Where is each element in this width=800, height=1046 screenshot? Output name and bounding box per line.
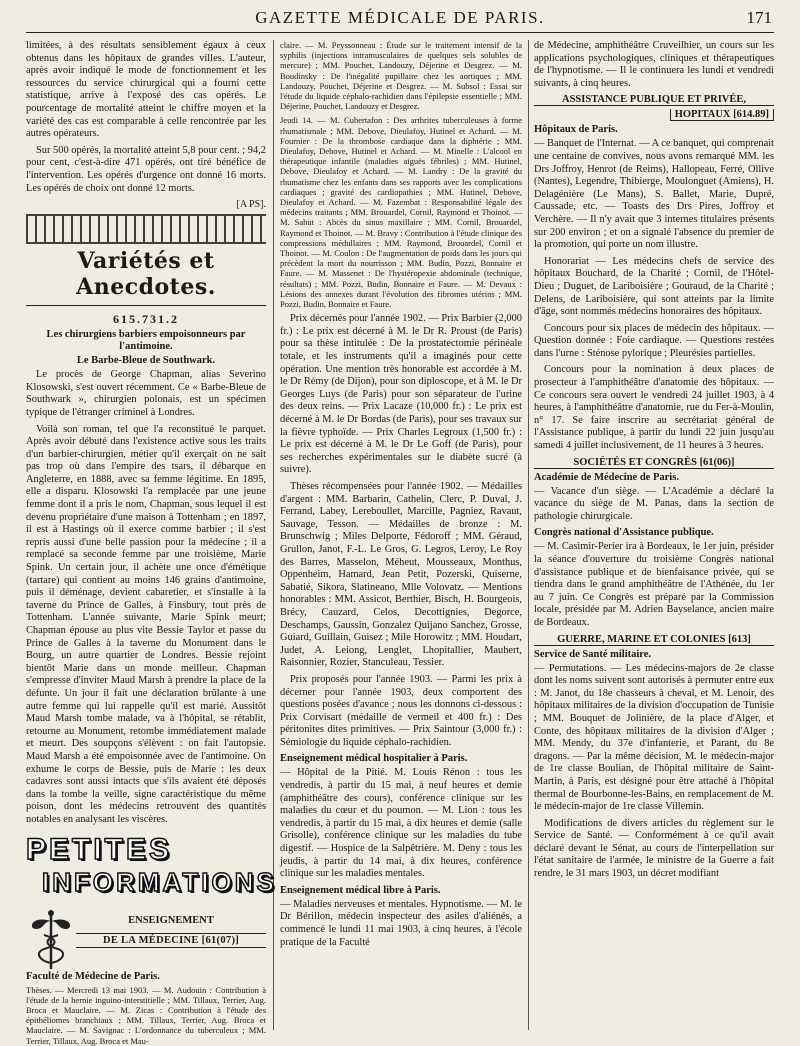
- paragraph: — Banquet de l'Internat. — A ce banquet, qui comprenait une centaine de convives, nous avons remarqué MM. les Drs Joffroy, Henrot (de Reims), Hallopeau, Ferré, Ollive (Nantes), Legendre, Thibierge, Moulonguet (Amiens), H. Delagénière (Le Mans), S. Ballet, Marie, Dupré, Caussade, etc. — Toasts des Drs Pires, Joffroy et Verchère. — Il n'y avait que 3 internes titulaires présents sur 200 environ ; et on a signalé l'absence du premier de la promotion, qui porte un nom illustre.: [534, 138, 774, 251]
- section-subheading-label: HOPITAUX [614.89]: [670, 109, 774, 121]
- paragraph: de Médecine, amphithéâtre Cruveilhier, un cours sur les applications psychologiques, cliniques et thérapeutiques de l'hypnotisme. — Il le continuera les lundi et vendredi suivants, à cinq heures.: [534, 40, 774, 89]
- paragraph: Sur 500 opérés, la mortalité atteint 5,8 pour cent. ; 94,2 pour cent, c'est-à-dire 471 opérés, ont tiré bénéfice de l'intervention. Les opérés d'urgence ont donné 16 morts. Les opérés de choix ont donné 12 morts.: [26, 144, 266, 194]
- paragraph: — Maladies nerveuses et mentales. Hypnotisme. — M. le Dr Bérillon, médecin inspecteur des asiles d'aliénés, a commencé le lundi 11 mai 1903, à cinq heures, à l'école pratique de la Faculté: [280, 898, 522, 948]
- paragraph: Prix proposés pour l'année 1903. — Parmi les prix à décerner pour l'année 1903, deux comportent des questions posées d'avance ; nous les donnons ci-dessous : Prix Corvisart (médaille de vermeil et 400 fr.) : Des péritonites dites primitives. — Prix Saintour (3,000 fr.) : Sémiologie du liquide céphalo-rachidien.: [280, 673, 522, 748]
- column-middle: [280, 40, 522, 1030]
- paragraph: — Permutations. — Les médecins-majors de 2e classe dont les noms suivent sont autorisés à permuter entre eux : M. Janot, du 18e chasseurs à cheval, et M. Lenoir, des hôpitaux militaires de la division d'occupation de Tunisie ; MM. Bouquet de Jolinière, de la place d'Alger, et Conte, des hôpitaux militaires de la division d'Alger ; MM. Mendy, du 37e d'infanterie, et Parant, du 8e dragons. — Par la même décision, M. le médecin-major de 1re classe Boulian, de l'hôpital militaire de Saint-Martin, à Paris, est désigné pour être attaché à l'hôpital thermal de Bourbonne-les-Bains, en remplacement de M. le médecin-major de 1re classe Villemin.: [534, 662, 774, 813]
- article-title: Les chirurgiens barbiers empoisonneurs par l'antimoine.: [46, 329, 246, 353]
- section-subheading: [534, 109, 774, 120]
- journal-title: GAZETTE MÉDICALE DE PARIS.: [255, 8, 545, 27]
- enseignement-title: ENSEIGNEMENT: [128, 914, 214, 926]
- classification-number: 615.731.2: [113, 312, 179, 327]
- paragraph: Voilà son roman, tel que l'a reconstitué le parquet. Après avoir débuté dans l'existence active sous les traits d'un barbier-chirurgien, métier qu'il exerçait on ne sait pas trop où dans l'empire des tsars, il débarque en Angleterre, en 1888, avec sa femme légitime. En 1895, elle a disparu. Klosowski l'a remplacée par une jeune femme dont il a pris le nom, Chapman, sous lequel il est devenu propriétaire d'une maison à Tottenham ; en 1897, il est à Hastings où il exerce comme barbier ; il s'est repris aussi d'une belle passion pour la médecine ; il a remplacé sa seconde femme par une troisième, Marie Spink. Un certain jour, il achète une once d'émétique (tartare) qui contient au moins 146 grains d'antimoine, puis il déménage, devient cabaretier, et s'installe à la taverne du Prince de Galles, à Finsbury, tout près de Tottenham. L'année suivante, Marie Spink meurt; Chapman épouse au plus vite Bessie Taylor et passe du Prince de Galles à la taverne du Monument dans le Bourg, un autre quartier de Londres. Bessie rejoint bientôt Marie dans un monde meilleur. Chapman s'empresse d'inviter Maud Marsh à prendre la place de la défunte. Un jour il fait une déclaration brûlante à une autre femme qui lui rappelle qu'il est marié. Aussitôt Maud Marsh tombe malade, va à l'hôpital, se rétablit, retourne au Monument, retombe immédiatement malade et meurt. Des soupçons s'élèvent : on fait l'autopsie. Maud Marsh a été empoisonnée avec de l'antimoine. On exhume le corps de Bessie, puis de Marie : les deux cadavres sont aussi intacts que s'ils avaient été déposés dans la tombe la veille, signe caractéristique du même poison, dont les médecins retrouvent des quantités notables en analysant les viscères.: [26, 423, 266, 825]
- caduceus-icon: [26, 909, 76, 971]
- paragraph: Concours pour la nomination à deux places de prosecteur à l'amphithéâtre d'anatomie des hôpitaux. — Ce concours sera ouvert le vendredi 24 juillet 1903, à 4 heures, à l'amphithéâtre d'anatomie, rue du Fer-à-Moulin, n° 17. Se faire inscrire au secrétariat général de l'Assistance publique, à partir du lundi 22 juin jusqu'au samedi 4 juillet inclusivement, de 11 heures à 3 heures.: [534, 364, 774, 452]
- divider: [26, 305, 266, 306]
- paragraph: Le procès de George Chapman, alias Severino Klosowski, s'est ouvert récemment. Ce « Barbe-Bleue de Southwark », chirurgien polonais, est un spécimen typique de l'étranger criminel à Londres.: [26, 369, 266, 418]
- page-header: [26, 6, 774, 33]
- banner-line-1: PETITES: [26, 832, 173, 866]
- faculte-title: Faculté de Médecine de Paris.: [26, 970, 160, 982]
- signature: [A PS].: [236, 199, 266, 211]
- service-sante-title: Service de Santé militaire.: [534, 648, 652, 660]
- congres-title: Congrès national d'Assistance publique.: [534, 527, 714, 539]
- section-heading: GUERRE, MARINE ET COLONIES [613]: [534, 634, 774, 646]
- paragraph: — Hôpital de la Pitié. M. Louis Rénon : tous les vendredis, à partir du 15 mai, à neuf heures et demie (amphithéâtre des cours), conférence clinique sur les maladies du cœur et du poumon. — M. Lion : tous les vendredis, à partir du 15 mai, à dix heures et demie (salle Grisolle), conférence clinique sur les maladies du tube digestif. — Hospice de la Salpêtrière. M. Deny : tous les jeudis, à partir du 14 mai, à dix heures, conférence clinique sur les maladies mentales.: [280, 767, 522, 880]
- paragraph: Thèses. — Mercredi 13 mai 1903. — M. Audouin : Contribution à l'étude de la hernie inguino-interstitielle ; MM. Tillaux, Terrier, Aug. Broca et Mauclaire. — M. Zicas : Contribution à l'étude des épithéliomes branchiaux ; MM. Tillaux, Terrier, Aug. Broca et Mauclaire. — M. Savignac : L'ordonnance du tuberculeux ; MM. Terrier, Tillaux, Aug. Broca et Mau-: [26, 984, 266, 1046]
- column-left: [26, 40, 277, 1046]
- enseignement-header: [26, 909, 266, 971]
- ornament-band: [26, 214, 266, 244]
- paragraph: Prix décernés pour l'année 1902. — Prix Barbier (2,000 fr.) : Le prix est décerné à M. le Dr R. Proust (de Paris) pour sa thèse intitulée : De la prostatectomie périnéale totale, et les instruments qu'il a imaginés pour cette opération. Une mention très honorable est accordée à M. le Dr Rémy (de Dijon), pour son diploscope, et à M. le Dr Georges Luys (de Paris) pour son séparateur de l'urine des deux reins. — Prix Lacaze (10,000 fr.) : Le prix est décerné à M. le Dr Bordas (de Paris), pour ses travaux sur la fièvre typhoïde. — Prix Charles Legroux (1,500 fr.) : Le prix est décerné à M. le Dr Le Goff (de Paris), pour ses recherches expérimentales sur le diabète sucré (à suivre).: [280, 313, 522, 476]
- paragraph: Honorariat — Les médecins chefs de service des hôpitaux Bouchard, de la Charité ; Cornil, de l'Hôtel-Dieu ; Duguet, de Lariboisière ; Gouraud, de la Charité ; Delens, de Lariboisière, qui sont atteints par la limite d'âge, sont nommés médecins honoraires des hôpitaux.: [534, 255, 774, 318]
- academie-title: Académie de Médecine de Paris.: [534, 471, 679, 483]
- column-right: [534, 40, 774, 1030]
- paragraph: — Vacance d'un siège. — L'Académie a déclaré la vacance du siège de M. Panas, dans la section de pathologie chirurgicale.: [534, 485, 774, 522]
- petites-informations-banner: [26, 832, 277, 905]
- banner-line-2: INFORMATIONS: [42, 866, 277, 897]
- paragraph: claire. — M. Peyssonneau : Étude sur le traitement intensif de la syphilis (injections intramusculaires de quelques sels solubles de mercure) ; MM. Pouchet, Landouzy, Déjerine et Desgrez. — M. Boudinsky : De l'inégalité pupillaire chez les aortiques ; MM. Landouzy, Pouchet, Déjerine et Desgrez. — M. Subsol : Essai sur l'étude du liquide céphalo-rachidien dans l'épilepsie essentielle ; MM. Déjerine, Pouchet, Landouzy et Desgrez.: [280, 40, 522, 112]
- paragraph: Thèses récompensées pour l'année 1902. — Médailles d'argent : MM. Barbarin, Cathelin, Clerc, P. Duval, J. Ferrand, Labey, Lereboullet, Marcille, Pagniez, Ravaut, Sauvage, Tesson. — Médailles de bronze : M. Brunschwig ; Miles Delporte, Fédoroff ; MM. Géraud, Grullon, Janot, F.-L. Le Gros, G. Legros, Leroy, Le Roy des Barres, Masselon, Méheut, Mousseaux, Monthus, Oppenheim, Hamard, Jean Petit, Pozerski, Quiserne, Sabatié, Sikora, Slatineano, Mlle Volovatz. — Mentions honorables : MM. Assicot, Berthier, Bisch, H. Bourgeois, Brécy, Cauzard, Celos, Decottignies, Degorce, Deschamps, Gaussin, Gonzalez Quijano Sanchez, Grosse, Guiard, Guillain, Guisez ; Mile Horowitz ; MM. Houdart, Judet, A. Leiong, Lenglet, Lhopitallier, Mauhert, Raisonnier, Rozier, Stanculeau, Tessier.: [280, 481, 522, 669]
- paragraph: Modifications de divers articles du règlement sur le Service de Santé. — Conformément à ce qu'il avait déclaré devant le Sénat, au cours de l'interpellation sur l'état sanitaire de l'armée, le ministre de la Guerre a fait rendre, le 31 mars 1903, un décret modifiant: [534, 817, 774, 880]
- section-heading: ASSISTANCE PUBLIQUE ET PRIVÉE,: [534, 94, 774, 106]
- article-subtitle: Le Barbe-Bleue de Southwark.: [76, 355, 216, 367]
- hospitalier-title: Enseignement médical hospitalier à Paris.: [280, 753, 468, 765]
- paragraph: Jeudi 14. — M. Cubertafon : Des arthrites tuberculeuses à forme rhumatismale ; MM. Debove, Dieulafoy, Hutinel et Achard. — M. Fournier : De la thrombose cardiaque dans la diphtérie ; MM. Dieulafoy, Debove, Hutinel et Achard. — M. Minelle : L'alcool en thérapeutique infantile (maladies aiguës fébriles) ; MM. Hutinel, Debove, Dieulafoy et Achard. — M. Landry : De la gravité du rhumatisme chez les enfants dans ses rapports avec les complications cardiaques ; gravité des cardiopathies ; MM. Hutinel, Debove, Dieulafoy et Achard. — M. Fazembat : Responsabilité légale des médecins traitants ; MM. Brouardel, Cornil, Raymond et Thoinot. — M. Sahut : Abcès du sinus maxillaire ; MM. Cornil, Brouardel, Raymond et Thoinot. — M. Bravy : Contribution à l'étude clinique des compressions médullaires ; MM. Raymond, Brouardel, Cornil et Thoinot. — M. Coulon : De l'augmentation de poids dans les jours qui précèdent la mort du nourrisson ; MM. Budin, Pozzi, Bonnaire et Faure. — M. Massenet : De l'hystéropexie abdominale (technique, résultats) ; MM. Pozzi, Budin, Bonnaire et Faure. — M. Devaux : Lésions des annexes durant l'évolution des fibromes utérins ; MM. Pozzi, Budin, Bonnaire et Faure.: [280, 115, 522, 310]
- page-number: 171: [746, 8, 772, 27]
- hopitaux-title: Hôpitaux de Paris.: [534, 124, 618, 136]
- paragraph: — M. Casimir-Perier ira à Bordeaux, le 1er juin, présider la séance d'ouverture du troisième Congrès national d'assistance publique et de bienfaisance privée, qui se tiendra dans le grand amphithéâtre de l'Athénée, du 1er au 7 juin. Ce Congrès est préparé par la Commission locale, présidée par M. Adrien Bayselance, ancien maire de Bordeaux.: [534, 541, 774, 628]
- column-rule: [528, 40, 529, 1030]
- libre-title: Enseignement médical libre à Paris.: [280, 884, 441, 896]
- section-box-title: DE LA MÉDECINE [61(07)]: [76, 933, 266, 948]
- paragraph: limitées, à des résultats sensiblement égaux à ceux obtenus dans les hôpitaux de grandes villes. L'auteur, après avoir indiqué le mode de fonctionnement et les ressources du service chirurgical qui a fourni cette statistique, arrive à l'exposé des cas opérés. Le pourcentage de mortalité atteint le chiffre moyen et la variété des cas est comparable à celle rencontrée par les autres opérateurs.: [26, 40, 266, 140]
- section-title: Variétés et Anecdotes.: [76, 248, 216, 301]
- paragraph: Concours pour six places de médecin des hôpitaux. — Question donnée : Foie cardiaque. — Questions restées dans l'urne : Sténose pylorique ; Pleurésies partielles.: [534, 322, 774, 359]
- section-heading: SOCIÉTÉS ET CONGRÈS [61(06)]: [534, 457, 774, 469]
